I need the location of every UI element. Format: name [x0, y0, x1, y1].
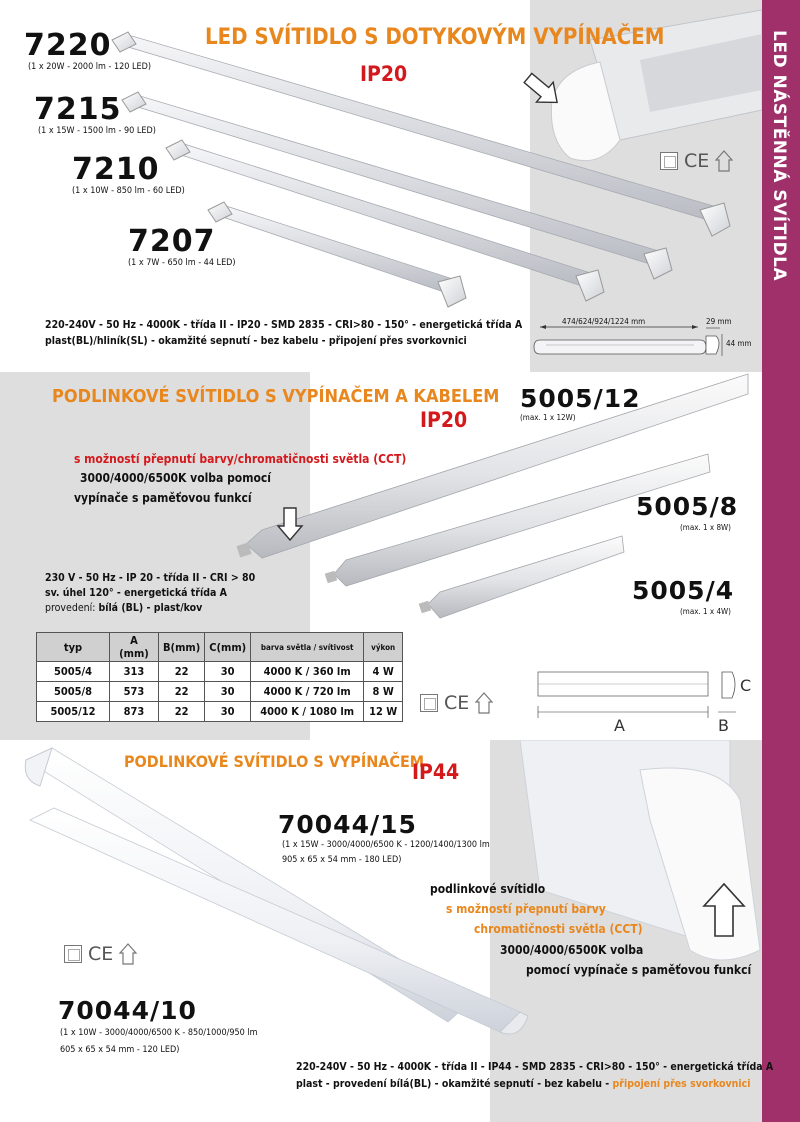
table-header: typ: [37, 633, 110, 662]
class-ii-icon: [660, 152, 678, 170]
dimension-length: 474/624/924/1224 mm: [562, 317, 646, 326]
table-header: výkon: [364, 633, 403, 662]
table-header: A (mm): [110, 633, 159, 662]
table-cell: 30: [205, 702, 251, 722]
model-spec-7210: (1 x 10W - 850 lm - 60 LED): [72, 186, 185, 196]
dimension-width: 29 mm: [706, 317, 732, 326]
section3-desc-3: chromatičnosti světla (CCT): [474, 922, 643, 936]
lamp-7207: [208, 202, 466, 307]
table-header-row: [37, 633, 403, 662]
table-cell: 12 W: [364, 702, 403, 722]
section3-desc-5: pomocí vypínače s paměťovou funkcí: [526, 963, 752, 977]
class-ii-icon: [420, 694, 438, 712]
section2-spec-line-1: 230 V - 50 Hz - IP 20 - třída II - CRI > 80: [45, 572, 256, 584]
model-code-5005-8: 5005/8: [636, 492, 739, 521]
table-cell: 5005/8: [37, 682, 110, 702]
house-icon: [715, 150, 733, 172]
table-cell: 22: [159, 682, 205, 702]
model-code-5005-12: 5005/12: [520, 384, 641, 413]
section3-desc-2: s možností přepnutí barvy: [446, 902, 606, 916]
section3-ip-rating: IP44: [412, 760, 460, 784]
section1-spec-line-2: plast(BL)/hliník(SL) - okamžité sepnutí - bez kabelu - připojení přes svorkovnici: [45, 335, 467, 347]
model-spec-7220: (1 x 20W - 2000 lm - 120 LED): [28, 62, 152, 72]
model-spec-70044-15-line-1: (1 x 15W - 3000/4000/6500 K - 1200/1400/1300 lm: [282, 840, 490, 850]
section3-spec-line-2: plast - provedení bílá(BL) - okamžité sepnutí - bez kabelu - připojení přes svorkovnici: [296, 1078, 751, 1090]
section3-desc-4: 3000/4000/6500K volba: [500, 943, 644, 957]
ce-mark: CE: [444, 692, 470, 714]
section1-ip-rating: IP20: [360, 62, 408, 86]
model-code-7210: 7210: [72, 152, 160, 187]
dimension-b-label: B: [718, 716, 729, 735]
model-spec-5005-4: (max. 1 x 4W): [680, 607, 731, 616]
model-code-70044-10: 70044/10: [58, 996, 197, 1025]
model-code-5005-4: 5005/4: [632, 576, 735, 605]
section1-dimension-drawing: [534, 325, 722, 356]
model-spec-7207: (1 x 7W - 650 lm - 44 LED): [128, 258, 236, 268]
section2-dimension-drawing: [538, 672, 736, 718]
table-header: barva světla / svítivost: [251, 633, 364, 662]
table-cell: 4000 K / 1080 lm: [251, 702, 364, 722]
table-header: C(mm): [205, 633, 251, 662]
table-cell: 313: [110, 662, 159, 682]
model-spec-70044-15-line-2: 905 x 65 x 54 mm - 180 LED): [282, 855, 402, 865]
table-row: [37, 702, 403, 722]
section2-title: PODLINKOVÉ SVÍTIDLO S VYPÍNAČEM A KABELEM: [52, 386, 500, 407]
model-spec-5005-8: (max. 1 x 8W): [680, 523, 731, 532]
table-cell: 22: [159, 702, 205, 722]
section2-spec-table: [36, 632, 403, 722]
model-code-7207: 7207: [128, 224, 216, 259]
table-header: B(mm): [159, 633, 205, 662]
dimension-a-label: A: [614, 716, 625, 735]
section1-title: LED SVÍTIDLO S DOTYKOVÝM VYPÍNAČEM: [205, 25, 665, 50]
section3-cert-marks: [64, 943, 137, 965]
dimension-c-label: C: [740, 676, 752, 695]
table-cell: 873: [110, 702, 159, 722]
model-code-70044-15: 70044/15: [278, 810, 417, 839]
section2-cert-marks: [420, 692, 493, 714]
section2-spec-line-2: sv. úhel 120° - energetická třída A: [45, 587, 227, 599]
dimension-height: 44 mm: [726, 339, 752, 348]
table-cell: 30: [205, 662, 251, 682]
section3-desc-1: podlinkové svítidlo: [430, 882, 546, 896]
table-cell: 30: [205, 682, 251, 702]
section3-title: PODLINKOVÉ SVÍTIDLO S VYPÍNAČEM: [124, 752, 425, 771]
ce-mark: CE: [88, 943, 114, 965]
table-row: [37, 662, 403, 682]
table-cell: 5005/12: [37, 702, 110, 722]
table-cell: 4000 K / 720 lm: [251, 682, 364, 702]
section2-volba-line-2: vypínače s paměťovou funkcí: [74, 491, 252, 505]
table-cell: 4 W: [364, 662, 403, 682]
table-row: [37, 682, 403, 702]
section2-ip-rating: IP20: [420, 408, 468, 432]
house-icon: [119, 943, 137, 965]
table-cell: 8 W: [364, 682, 403, 702]
section3-spec-line-1: 220-240V - 50 Hz - 4000K - třída II - IP44 - SMD 2835 - CRI>80 - 150° - energetická třída A: [296, 1061, 774, 1073]
model-spec-70044-10-line-1: (1 x 10W - 3000/4000/6500 K - 850/1000/950 lm: [60, 1028, 258, 1038]
house-icon: [475, 692, 493, 714]
class-ii-icon: [64, 945, 82, 963]
model-code-7220: 7220: [24, 28, 112, 63]
section2-cct-line: s možností přepnutí barvy/chromatičnosti světla (CCT): [74, 452, 407, 466]
section1-spec-line-1: 220-240V - 50 Hz - 4000K - třída II - IP20 - SMD 2835 - CRI>80 - 150° - energetická třída A: [45, 319, 523, 331]
ce-mark: CE: [684, 150, 710, 172]
section2-spec-line-3: provedení: bílá (BL) - plast/kov: [45, 602, 203, 614]
table-cell: 573: [110, 682, 159, 702]
section2-volba-line-1: 3000/4000/6500K volba pomocí: [80, 471, 271, 485]
table-cell: 4000 K / 360 lm: [251, 662, 364, 682]
model-spec-7215: (1 x 15W - 1500 lm - 90 LED): [38, 126, 156, 136]
model-code-7215: 7215: [34, 92, 122, 127]
section1-cert-marks: [660, 150, 733, 172]
table-cell: 5005/4: [37, 662, 110, 682]
table-cell: 22: [159, 662, 205, 682]
model-spec-70044-10-line-2: 605 x 65 x 54 mm - 120 LED): [60, 1045, 180, 1055]
model-spec-5005-12: (max. 1 x 12W): [520, 413, 576, 422]
